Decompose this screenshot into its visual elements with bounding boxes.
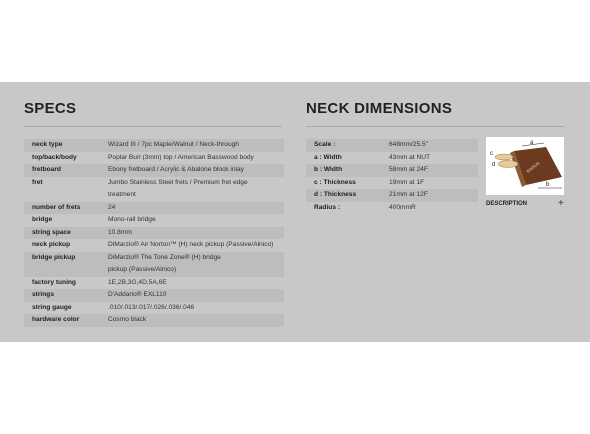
neck-table bbox=[306, 139, 478, 214]
table-row bbox=[24, 252, 284, 277]
spec-value: Poplar Burl (3mm) top / American Basswood body bbox=[108, 153, 254, 161]
neck-diagram-image[interactable] bbox=[486, 137, 564, 195]
table-row bbox=[306, 189, 478, 202]
profile-c bbox=[495, 154, 513, 160]
spec-key: hardware color bbox=[24, 314, 108, 327]
table-row bbox=[24, 239, 284, 252]
spec-value: 10.8mm bbox=[108, 227, 284, 240]
spec-value-line: pickup (Passive/Alnico) bbox=[108, 266, 177, 273]
spec-value: 1E,2B,3G,4D,5A,6E bbox=[108, 278, 167, 286]
spec-value: Cosmo black bbox=[108, 314, 284, 327]
profile-d bbox=[498, 161, 518, 168]
spec-key: factory tuning bbox=[32, 278, 76, 286]
spec-value-line: treatment bbox=[108, 191, 136, 198]
spec-key: string gauge bbox=[32, 303, 72, 311]
label-a: a bbox=[530, 140, 534, 146]
specs-divider bbox=[24, 126, 282, 127]
table-row bbox=[24, 214, 284, 227]
spec-key: fretboard bbox=[24, 164, 108, 177]
dimension-value: 19mm at 1F bbox=[389, 178, 425, 186]
dimension-key: a : Width bbox=[314, 153, 342, 161]
table-row bbox=[24, 277, 284, 290]
dimension-value: 43mm at NUT bbox=[389, 153, 431, 161]
spec-key: bridge bbox=[32, 216, 53, 223]
label-c: c bbox=[490, 151, 493, 157]
neck-divider bbox=[306, 126, 564, 127]
label-b: b bbox=[546, 182, 550, 188]
table-row bbox=[24, 177, 284, 202]
neck-dimensions-section bbox=[306, 99, 572, 214]
specs-section bbox=[24, 99, 284, 327]
spec-key: strings bbox=[24, 289, 108, 302]
spec-key: number of frets bbox=[24, 202, 108, 215]
table-row bbox=[24, 139, 284, 152]
table-row bbox=[306, 202, 478, 215]
spec-value: Ebony fretboard / Acrylic & Abalone block inlay bbox=[108, 164, 284, 177]
dimension-key: d : Thickness bbox=[306, 189, 389, 202]
dimension-value: 58mm at 24F bbox=[389, 164, 478, 177]
specs-title: SPECS bbox=[24, 100, 77, 117]
spec-value bbox=[108, 177, 284, 202]
spec-key: top/back/body bbox=[32, 153, 77, 161]
label-radius: RADIUS bbox=[525, 160, 541, 174]
spec-value bbox=[108, 252, 284, 277]
dimension-key: c : Thickness bbox=[314, 178, 356, 186]
spec-key: neck pickup bbox=[32, 241, 71, 248]
spec-key: fret bbox=[32, 178, 43, 186]
table-row bbox=[306, 177, 478, 190]
neck-dimensions-title: NECK DIMENSIONS bbox=[306, 100, 453, 117]
spec-value: DiMarzio® Air Norton™ (H) neck pickup (Passive/Alnico) bbox=[108, 241, 274, 248]
dimension-value: 21mm at 12F bbox=[389, 189, 478, 202]
spec-key: bridge pickup bbox=[24, 252, 108, 277]
table-row bbox=[306, 139, 478, 152]
table-row bbox=[24, 164, 284, 177]
dimension-value: 648mm/25.5" bbox=[389, 139, 478, 152]
table-row bbox=[24, 202, 284, 215]
table-row bbox=[306, 164, 478, 177]
neck-diagram bbox=[486, 137, 564, 195]
specs-table bbox=[24, 139, 284, 327]
specs-panel bbox=[0, 82, 590, 342]
spec-value: .010/.013/.017/.026/.036/.046 bbox=[108, 303, 195, 311]
dimension-value: 400mmR bbox=[389, 203, 416, 211]
spec-value: 24 bbox=[108, 202, 284, 215]
table-row bbox=[24, 302, 284, 315]
spec-value: Mono-rail bridge bbox=[108, 216, 156, 223]
table-row bbox=[24, 227, 284, 240]
description-toggle-label[interactable]: DESCRIPTION bbox=[486, 201, 528, 207]
table-row bbox=[24, 152, 284, 165]
spec-value: Wizard III / 7pc Maple/Walnut / Neck-through bbox=[108, 139, 284, 152]
table-row bbox=[306, 152, 478, 165]
expand-plus-icon[interactable]: + bbox=[558, 198, 564, 209]
table-row bbox=[24, 289, 284, 302]
dimension-key: Scale : bbox=[306, 139, 389, 152]
table-row bbox=[24, 314, 284, 327]
spec-value-line: DiMarzio® The Tone Zone® (H) bridge bbox=[108, 253, 221, 261]
spec-key: string space bbox=[24, 227, 108, 240]
label-d: d bbox=[492, 162, 496, 168]
dimension-key: Radius : bbox=[314, 203, 341, 211]
dimension-key: b : Width bbox=[306, 164, 389, 177]
spec-value-line: Jumbo Stainless Steel frets / Premium fret edge bbox=[108, 178, 248, 186]
spec-key: neck type bbox=[24, 139, 108, 152]
spec-value: D'Addario® EXL110 bbox=[108, 289, 284, 302]
